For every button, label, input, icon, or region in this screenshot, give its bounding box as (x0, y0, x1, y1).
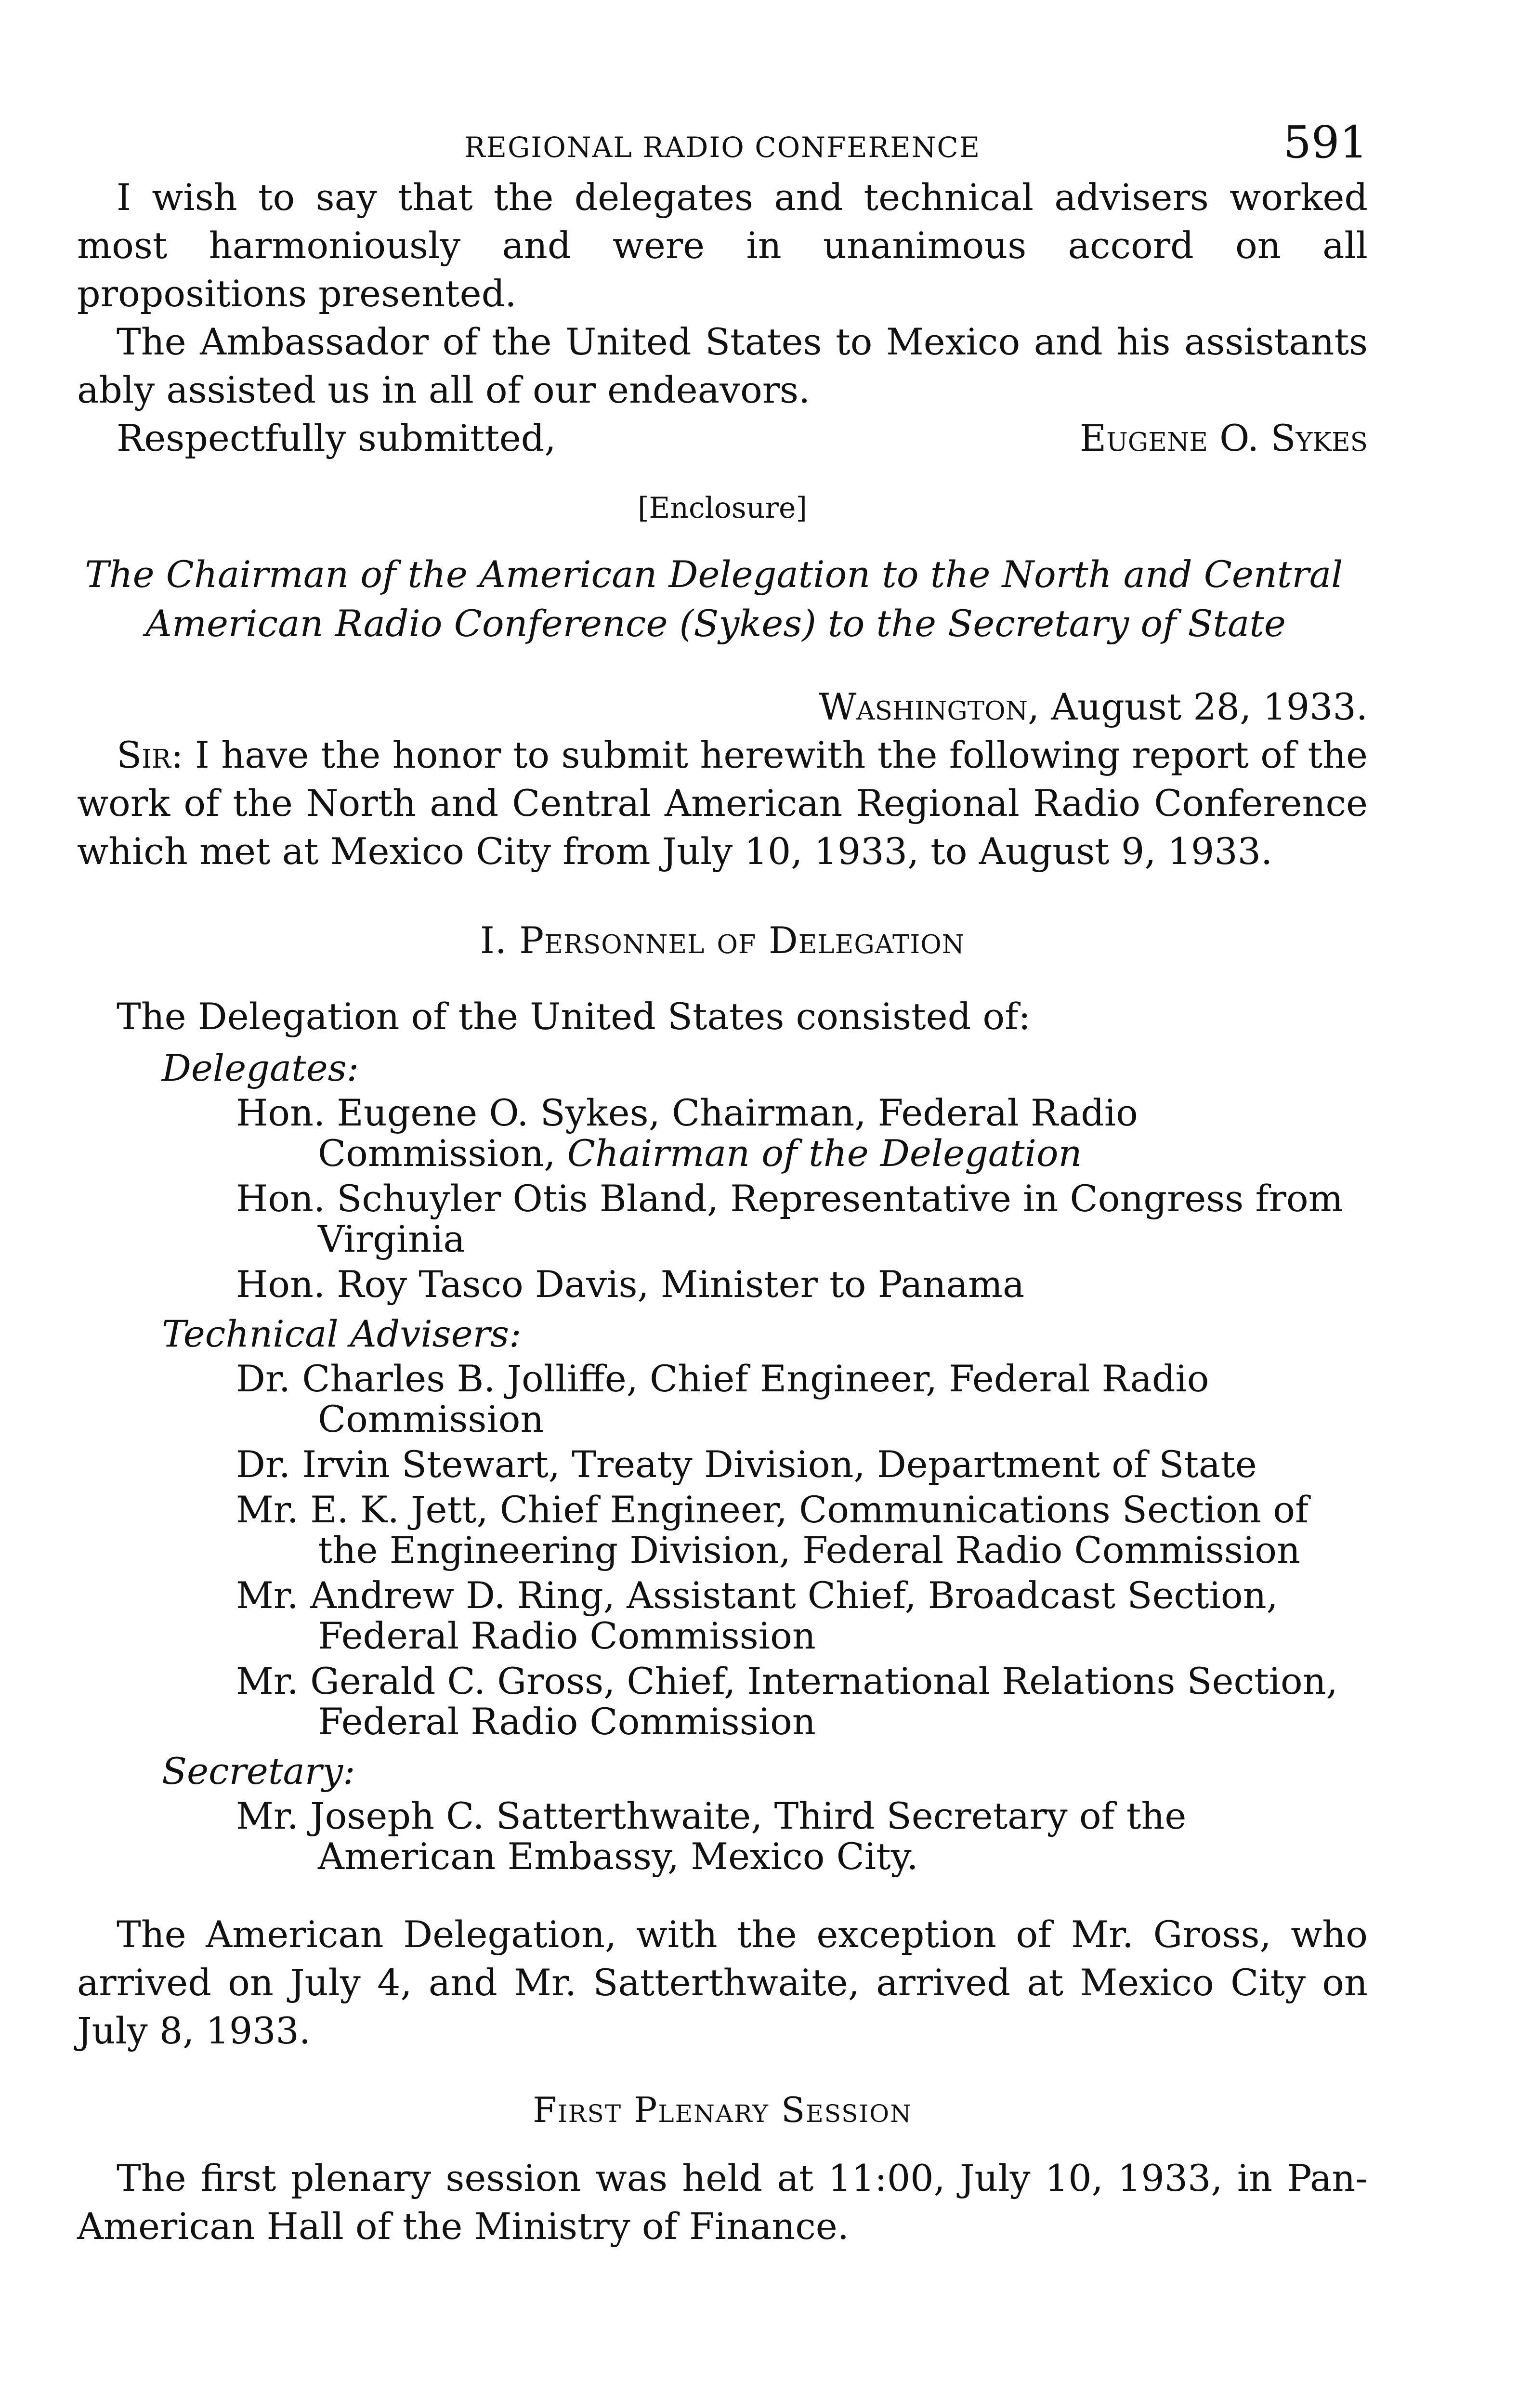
adviser-item: Mr. Gerald C. Gross, Chief, International Relations Section, Federal Radio Commission (236, 1660, 1338, 1743)
delegate-item: Hon. Roy Tasco Davis, Minister to Panama (236, 1263, 1025, 1306)
signoff (77, 414, 1368, 462)
dateline-date: , August 28, 1933. (1027, 685, 1368, 728)
adviser-item: Mr. E. K. Jett, Chief Engineer, Communications Section of the Engineering Division, Federal Radio Commission (236, 1488, 1309, 1571)
adviser-item: Mr. Andrew D. Ring, Assistant Chief, Broadcast Section, Federal Radio Commission (236, 1574, 1278, 1657)
enclosure-title (77, 550, 1368, 648)
document-page (77, 117, 1368, 2251)
enclosure-title-line-1: The Chairman of the American Delegation to the North and Central (85, 553, 1343, 596)
delegate-role: Chairman of the Delegation (567, 1132, 1082, 1175)
enclosure-title-line-2: American Radio Conference (Sykes) to the Secretary of State (145, 602, 1286, 645)
delegate-name: Hon. Eugene O. Sykes, Chairman, Federal Radio Commission, (236, 1091, 1138, 1175)
plenary-paragraph: The first plenary session was held at 11:00, July 10, 1933, in Pan-American Hall of the Ministry of Finance. (77, 2157, 1368, 2248)
enclosure-label: [Enclosure] (638, 491, 807, 525)
opening-paragraph (77, 731, 1368, 876)
arrival-paragraph: The American Delegation, with the exception of Mr. Gross, who arrived on July 4, and Mr. Satterthwaite, arrived at Mexico City on July 8, 1933. (77, 1913, 1368, 2052)
intro-paragraph-1: I wish to say that the delegates and technical advisers worked most harmoniously and were in unanimous accord on all propositions presented. (77, 176, 1368, 315)
running-head: REGIONAL RADIO CONFERENCE (464, 131, 981, 164)
adviser-item: Dr. Charles B. Jolliffe, Chief Engineer, Federal Radio Commission (236, 1357, 1209, 1440)
secretary-label: Secretary: (162, 1750, 355, 1793)
delegates-label: Delegates: (162, 1047, 359, 1089)
adviser-item: Dr. Irvin Stewart, Treaty Division, Department of State (236, 1443, 1257, 1486)
opening-text: : I have the honor to submit herewith the following report of the work of the North and Central American Regional Radio Conference which met at Mexico City from July 10, 1933, to August 9, 1933. (77, 733, 1368, 873)
page-header (77, 117, 1368, 173)
delegate-item (77, 1093, 1368, 1174)
delegate-item: Hon. Schuyler Otis Bland, Representative in Congress from Virginia (236, 1177, 1343, 1260)
intro-paragraph-2: The Ambassador of the United States to Mexico and his assistants ably assisted us in all of our endeavors. (77, 320, 1368, 411)
personnel-heading: I. Personnel of Delegation (480, 919, 965, 962)
dateline-place: Washington (819, 685, 1028, 728)
plenary-heading: First Plenary Session (533, 2090, 912, 2130)
salutation: Sir (117, 733, 171, 776)
dateline (77, 683, 1368, 731)
delegation-intro: The Delegation of the United States consisted of: (117, 995, 1031, 1038)
advisers-label: Technical Advisers: (162, 1312, 522, 1355)
signature: Eugene O. Sykes (1079, 417, 1368, 459)
page-number: 591 (1283, 117, 1368, 168)
closing-text: Respectfully submitted, (117, 417, 556, 459)
secretary-item: Mr. Joseph C. Satterthwaite, Third Secretary of the American Embassy, Mexico City. (236, 1794, 1187, 1878)
